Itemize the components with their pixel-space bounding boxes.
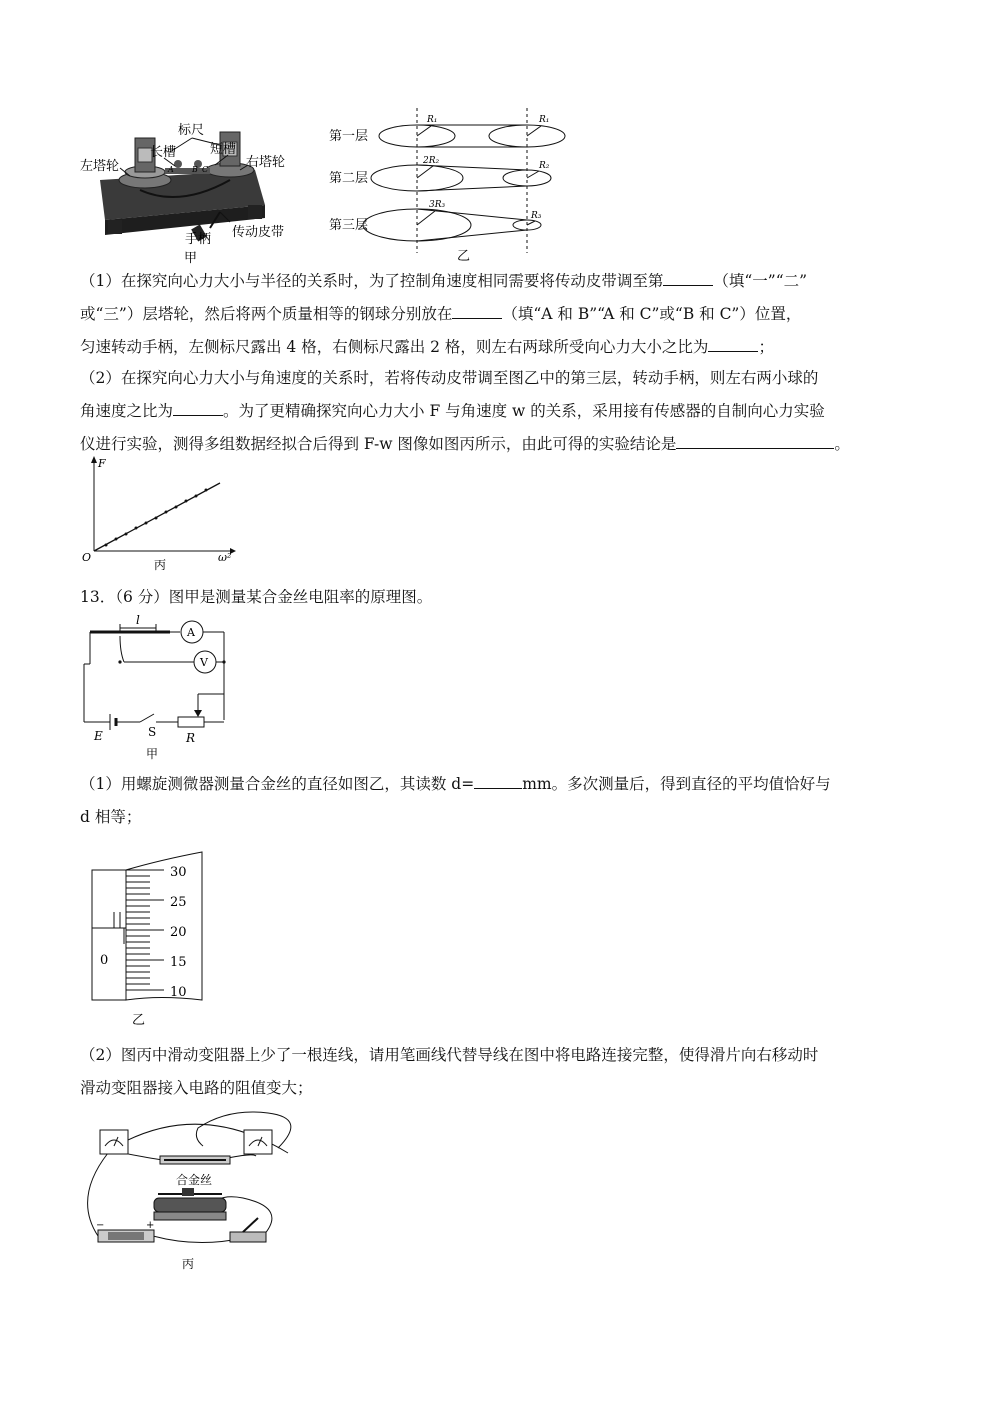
r3-right-label: R₃ (531, 211, 542, 221)
wiring-figure (78, 1108, 308, 1278)
q13-intro-text: 13．（6 分）图甲是测量某合金丝电阻率的原理图。 (80, 588, 433, 606)
q12-2-text-a: （2）在探究向心力大小与角速度的关系时，若将传动皮带调至图乙中的第三层，转动手柄，则左右两小球的 (80, 369, 819, 387)
q12-1-blank-layer[interactable] (663, 269, 713, 286)
wiring-caption: 丙 (182, 1257, 195, 1271)
centripetal-apparatus-figure (80, 110, 310, 270)
q12-2-text-d: 仪进行实验，测得多组数据经拟合后得到 F-w 图像如图丙所示，由此可得的实验结论是 (80, 435, 677, 453)
q12-2-text-e: 。 (834, 435, 850, 453)
q12-part1 (80, 265, 912, 364)
tick-15: 15 (170, 955, 187, 970)
q13-part1 (80, 768, 912, 834)
data-points (105, 489, 208, 547)
circuit-caption: 甲 (146, 747, 159, 761)
battery-minus: − (96, 1220, 105, 1231)
switch-device (230, 1232, 266, 1242)
tick-25: 25 (170, 895, 187, 910)
voltmeter-device (244, 1130, 272, 1154)
q12-1-text-d: （填“A 和 B”“A 和 C”或“B 和 C”）位置， (502, 305, 802, 323)
battery-plus: + (146, 1220, 155, 1231)
micrometer-figure (80, 850, 220, 1030)
q12-2-text-b: 角速度之比为 (80, 402, 174, 420)
switch-symbol (140, 714, 154, 722)
origin-label: O (82, 551, 92, 564)
q12-1-text-e: 匀速转动手柄，左侧标尺露出 4 格，右侧标尺露出 2 格，则左右两球所受向心力大小之比为 (80, 338, 709, 356)
ammeter-device (100, 1130, 128, 1154)
q13-1-blank-diameter[interactable] (474, 772, 522, 789)
label-belt: 传动皮带 (232, 225, 285, 240)
point-a: A (168, 165, 174, 174)
point-c: C (202, 165, 209, 174)
rheostat-symbol (178, 717, 204, 727)
q12-2-text-c: 。为了更精确探究向心力大小 F 与角速度 w 的关系，采用接有传感器的自制向心力实验 (223, 402, 825, 420)
circuit-diagram (80, 612, 240, 762)
q13-1-text-a: （1）用螺旋测微器测量合金丝的直径如图乙，其读数 d= (80, 775, 475, 793)
q12-1-blank-ratio[interactable] (708, 335, 758, 352)
q12-2-blank-conclusion[interactable] (676, 432, 834, 449)
label-long-slot: 长槽 (150, 145, 177, 160)
label-handle: 手柄 (185, 232, 212, 247)
q12-1-text-b: （填“一”“二” (713, 272, 808, 290)
f-omega-graph (80, 455, 240, 575)
micrometer-caption: 乙 (132, 1013, 146, 1028)
q12-part2 (80, 362, 912, 461)
q12-1-text-a: （1）在探究向心力大小与半径的关系时，为了控制角速度相同需要将传动皮带调至第 (80, 272, 664, 290)
q13-1-text-c: d 相等； (80, 808, 142, 826)
layer-1-label: 第一层 (329, 129, 369, 144)
rheostat-label: R (186, 731, 196, 745)
switch-label: S (148, 725, 157, 739)
sleeve-zero: 0 (100, 953, 109, 968)
alloy-label: 合金丝 (176, 1173, 213, 1187)
r1-right-label: R₁ (539, 115, 550, 125)
label-left-pulley: 左塔轮 (80, 159, 120, 174)
r3-left-label: 3R₃ (429, 200, 446, 210)
apparatus-caption: 甲 (184, 251, 198, 266)
length-label: l (136, 613, 140, 627)
q13-intro (80, 581, 912, 614)
r1-left-label: R₁ (427, 115, 438, 125)
q13-1-text-b: mm。多次测量后，得到直径的平均值恰好与 (522, 775, 831, 793)
emf-label: E (94, 729, 103, 743)
layer-2-label: 第二层 (329, 171, 369, 186)
tick-20: 20 (170, 925, 187, 940)
layer-3-label: 第三层 (329, 218, 369, 233)
label-right-pulley: 右塔轮 (246, 155, 286, 170)
layers-caption: 乙 (457, 249, 471, 264)
point-b: B (192, 165, 198, 174)
label-ruler: 标尺 (178, 123, 205, 138)
pulley-layers-figure (325, 108, 575, 268)
tick-30: 30 (170, 865, 187, 880)
graph-caption: 丙 (154, 558, 167, 572)
q12-1-blank-position[interactable] (452, 302, 502, 319)
y-axis-label: F (98, 457, 106, 470)
label-short-slot: 短槽 (210, 142, 237, 157)
q13-part2 (80, 1039, 912, 1105)
rheostat-device (154, 1198, 226, 1212)
q12-1-text-f: ； (758, 338, 774, 356)
q13-2-text-b: 滑动变阻器接入电路的阻值变大； (80, 1079, 313, 1097)
voltmeter-label: V (200, 656, 208, 669)
q12-2-blank-angular-ratio[interactable] (173, 399, 223, 416)
x-axis-label: ω² (218, 551, 232, 564)
tick-10: 10 (170, 985, 187, 1000)
q13-2-text-a: （2）图丙中滑动变阻器上少了一根连线，请用笔画线代替导线在图中将电路连接完整，使得滑片向右移动时 (80, 1046, 819, 1064)
r2-left-label: 2R₂ (423, 156, 440, 166)
ammeter-label: A (187, 626, 195, 639)
r2-right-label: R₂ (539, 161, 550, 171)
q12-1-text-c: 或“三”）层塔轮，然后将两个质量相等的钢球分别放在 (80, 305, 453, 323)
